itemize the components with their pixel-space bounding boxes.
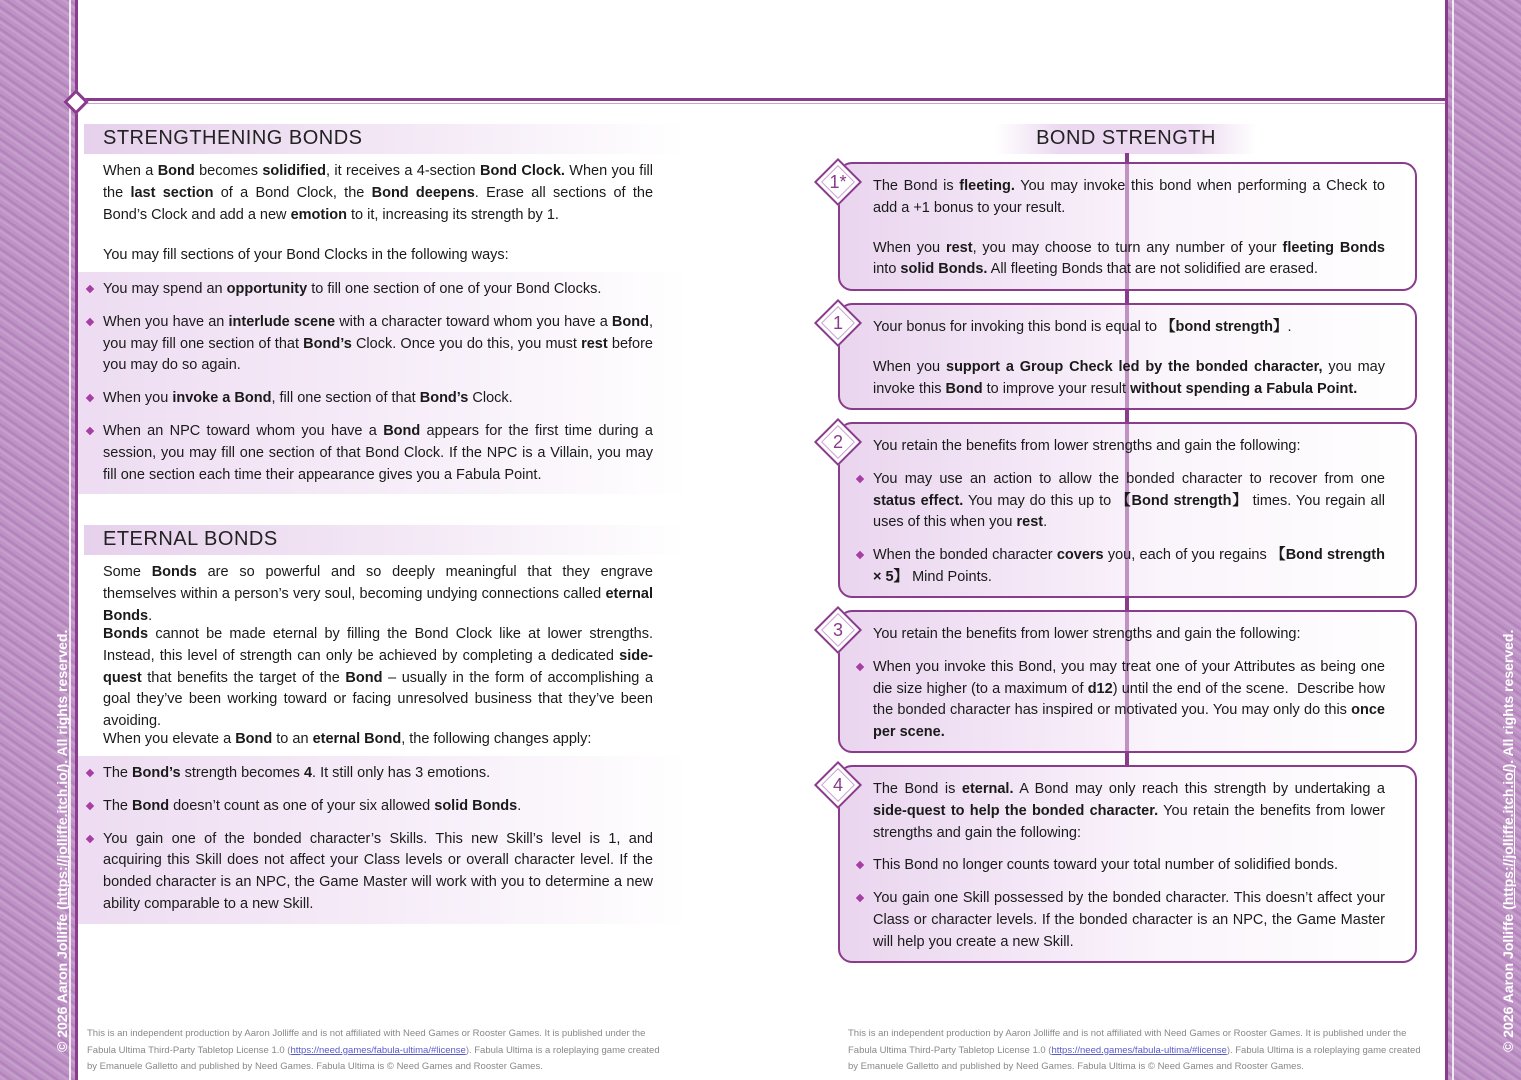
copyright-left: © 2026 Aaron Jolliffe (https://jolliffe.itch.io/). All rights reserved.	[54, 629, 70, 1052]
strength-text: You retain the benefits from lower strengths and gain the following:	[873, 438, 1301, 454]
header-rule-thin	[78, 103, 1445, 104]
list-item: When an NPC toward whom you have a Bond appears for the first time during a session, you may fill one section of that Bond Clock. If the NPC is a Villain, you may fill one section each time their appearance gives you a Fabula Point.	[78, 421, 688, 486]
list-item: This Bond no longer counts toward your total number of solidified bonds.	[873, 855, 1385, 877]
list-item: You gain one Skill possessed by the bonded character. This doesn’t affect your Class or character levels. If the bonded character is an NPC, the Game Master will help you create a new Skill.	[873, 888, 1385, 953]
copyright-link[interactable]: https://jolliffe.itch.io/	[54, 768, 70, 906]
strength-box-1-fleeting	[838, 162, 1417, 291]
license-link[interactable]: https://need.games/fabula-ultima/#license	[1051, 1044, 1227, 1056]
license-link[interactable]: https://need.games/fabula-ultima/#license	[290, 1044, 466, 1056]
level-badge-label: 4	[832, 775, 843, 795]
strength-text: You retain the benefits from lower strengths and gain the following:	[873, 626, 1301, 642]
strength-box-4-eternal	[838, 765, 1417, 963]
eternal-intro: Some Bonds are so powerful and so deeply meaningful that they engrave themselves within a person’s very soul, becoming undying connections called eternal Bonds.	[103, 564, 653, 624]
eternal-list	[78, 756, 688, 924]
strengthening-list	[78, 272, 688, 494]
list-item: You gain one of the bonded character’s Skills. This new Skill’s level is 1, and acquiring this Skill does not affect your Class levels or overall character level. If the bonded character is an NPC, the Game Master will work with you to determine a new ability comparable to a new Skill.	[78, 829, 688, 916]
level-badge-label: 1	[832, 313, 843, 333]
section-title-eternal: ETERNAL BONDS	[84, 525, 684, 555]
strength-box-2	[838, 422, 1417, 598]
list-item: When the bonded character covers you, each of you regains 【Bond strength × 5】 Mind Points.	[873, 545, 1385, 589]
eternal-lead: When you elevate a Bond to an eternal Bond, the following changes apply:	[103, 731, 592, 747]
list-item: The Bond’s strength becomes 4. It still only has 3 emotions.	[78, 763, 688, 785]
copyright-right: © 2026 Aaron Jolliffe (https://jolliffe.itch.io/). All rights reserved.	[1500, 629, 1516, 1052]
strength-text: The Bond is eternal. A Bond may only reach this strength by undertaking a side-quest to help the bonded character. You retain the benefits from lower strengths and gain the following:	[873, 781, 1385, 841]
level-badge-label: 1*	[829, 172, 847, 192]
strengthening-lead: You may fill sections of your Bond Clocks in the following ways:	[103, 247, 509, 263]
left-margin-decoration	[0, 0, 78, 1080]
margin-rule	[1452, 0, 1454, 1080]
level-badge-label: 3	[832, 620, 843, 640]
strength-text: The Bond is fleeting. You may invoke this bond when performing a Check to add a +1 bonus to your result.	[873, 178, 1385, 216]
strength-box-3	[838, 610, 1417, 753]
license-footer-left: This is an independent production by Aaron Jolliffe and is not affiliated with Need Games or Rooster Games. It is published under the Fabula Ultima Third-Party Tabletop License 1.0 (https://need.games/fabula-ultima/#license). Fabula Ultima is a roleplaying game created by Emanuele Galletto and published by Need Games. Fabula Ultima is © Need Games and Rooster Games.	[87, 1028, 660, 1072]
section-title-strengthening: STRENGTHENING BONDS	[84, 124, 684, 154]
copyright-link[interactable]: https://jolliffe.itch.io/	[1500, 768, 1516, 906]
right-margin-decoration	[1445, 0, 1521, 1080]
section-title-bond-strength: BOND STRENGTH	[995, 124, 1257, 154]
strength-text: When you rest, you may choose to turn any number of your fleeting Bonds into solid Bonds. All fleeting Bonds that are not solidified are erased.	[873, 239, 1385, 278]
eternal-body: Bonds cannot be made eternal by filling the Bond Clock like at lower strengths. Instead, this level of strength can only be achieved by completing a dedicated side-quest that benefits the target of the Bond – usually in the form of accomplishing a goal they’ve been working toward or facing unresolved business that they’ve been avoiding.	[103, 626, 654, 730]
strength-box-1	[838, 303, 1417, 410]
strengthening-intro: When a Bond becomes solidified, it receives a 4-section Bond Clock. When you fill the last section of a Bond Clock, the Bond deepens. Erase all sections of the Bond’s Clock and add a new emotion to it, increasing its strength by 1.	[103, 163, 654, 223]
header-rule	[78, 98, 1445, 101]
list-item: You may use an action to allow the bonded character to recover from one status effect. You may do this up to 【Bond strength】 times. You regain all uses of this when you rest.	[873, 469, 1385, 534]
list-item: The Bond doesn’t count as one of your six allowed solid Bonds.	[78, 796, 688, 818]
strength-text: Your bonus for invoking this bond is equal to 【bond strength】.	[873, 319, 1292, 335]
license-footer-right: This is an independent production by Aaron Jolliffe and is not affiliated with Need Games or Rooster Games. It is published under the Fabula Ultima Third-Party Tabletop License 1.0 (https://need.games/fabula-ultima/#license). Fabula Ultima is a roleplaying game created by Emanuele Galletto and published by Need Games. Fabula Ultima is © Need Games and Rooster Games.	[848, 1028, 1421, 1072]
list-item: When you invoke a Bond, fill one section of that Bond’s Clock.	[78, 388, 688, 410]
strength-text: When you support a Group Check led by the bonded character, you may invoke this Bond to improve your result without spending a Fabula Point.	[873, 358, 1385, 397]
list-item: You may spend an opportunity to fill one section of one of your Bond Clocks.	[78, 279, 688, 301]
list-item: When you invoke this Bond, you may treat one of your Attributes as being one die size higher (to a maximum of d12) until the end of the scene. Describe how the bonded character has inspired or motivated you. You may only do this once per scene.	[873, 657, 1385, 744]
level-badge-label: 2	[832, 432, 843, 452]
list-item: When you have an interlude scene with a character toward whom you have a Bond, you may fill one section of that Bond’s Clock. Once you do this, you must rest before you may do so again.	[78, 312, 688, 377]
